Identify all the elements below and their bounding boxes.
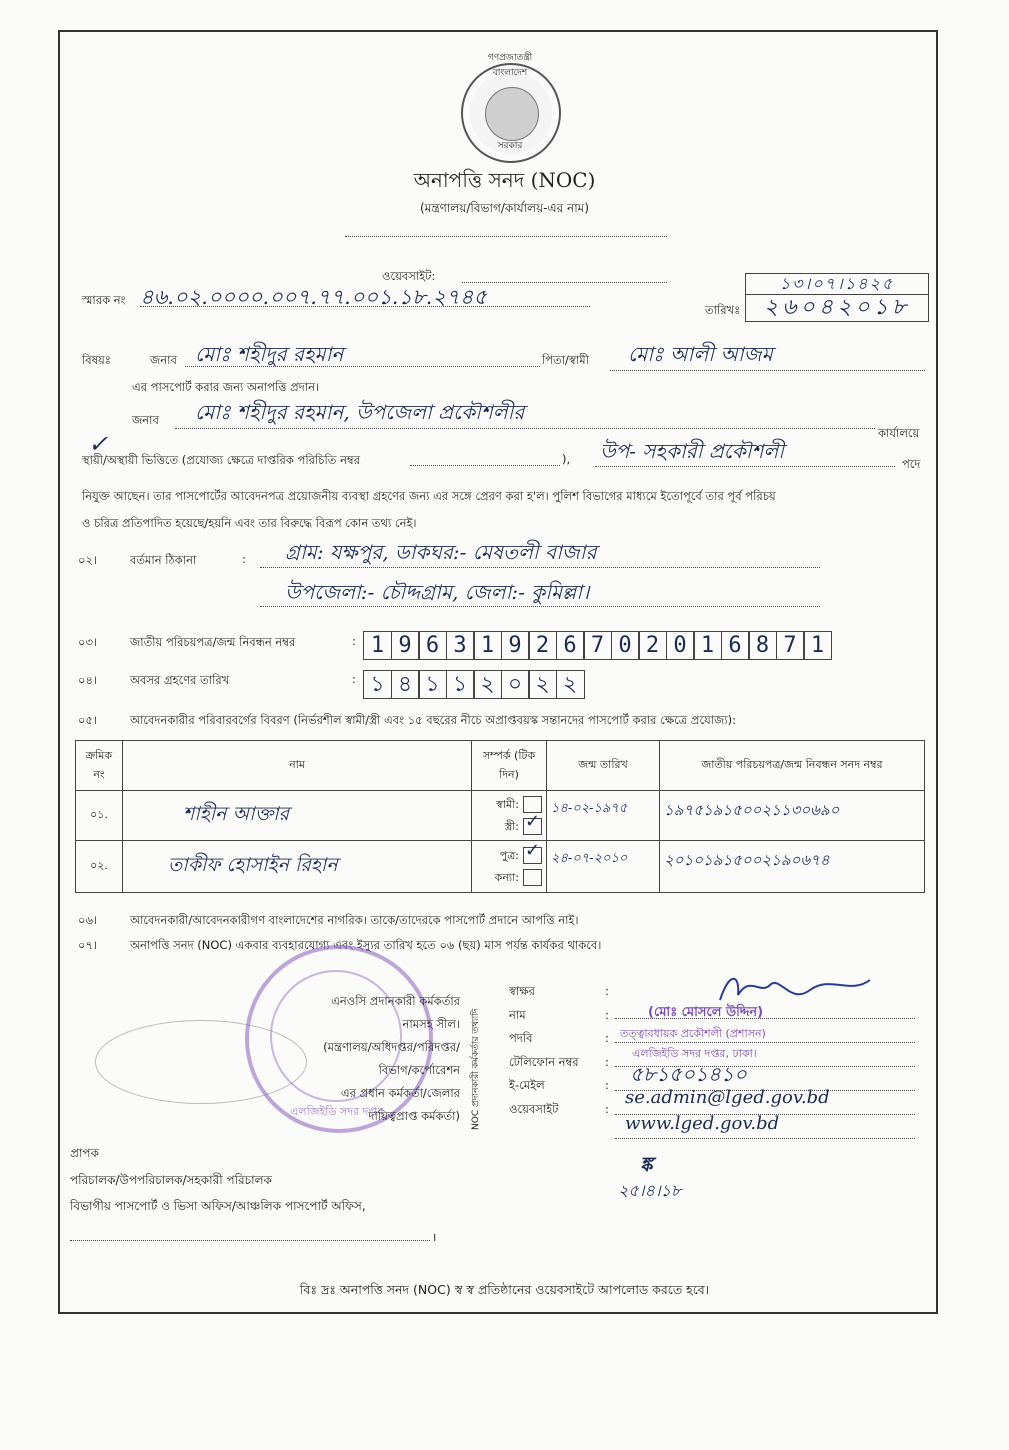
email-address: se.admin@lged.gov.bd [625,1087,830,1108]
relation-checkbox[interactable] [523,869,542,886]
left-line: এর প্রধান কর্মকর্তা/জেলার [340,1086,460,1100]
digit-box: 1 [473,631,502,660]
retire-digit-boxes [363,670,583,699]
left-line: বিভাগ/কর্পোরেশন [378,1063,460,1077]
validity-statement: অনাপত্তি সনদ (NOC) একবার ব্যবহারযোগ্য এবং ইস্যুর তারিখ হতে ০৬ (ছয়) মাস পর্যন্ত কার্যকর থাকবে। [130,938,602,952]
left-line: নামসহ সীল। [402,1017,460,1031]
digit-box: 0 [611,631,640,660]
family-table [75,740,925,893]
field-label: স্বাক্ষর [509,984,535,998]
item-number: ০৩। [78,635,98,649]
nid-digit-boxes [363,631,831,660]
field-label: পদবি [509,1031,533,1045]
footer-note: বিঃ দ্রঃ অনাপত্তি সনদ (NOC) স্ব স্ব প্রতিষ্ঠানের ওয়েবসাইটে আপলোড করতে হবে। [299,1282,710,1297]
row-name: তাকীফ হোসাইন রিহান [123,841,472,893]
ministry-line [345,236,667,237]
post-suffix: পদে [902,457,921,471]
initial-mark: ঙ্ক [640,1152,653,1176]
memo-line [140,306,590,307]
bangla-date: ১৩।০৭।১৪২৫ [745,273,929,295]
digit-box: ২ [473,670,502,699]
father-line [610,370,925,371]
field-label: ওয়েবসাইট [509,1101,559,1116]
address-line-1: গ্রাম: যক্ষপুর, ডাকঘর:- মেষতলী বাজার [285,540,597,564]
post-name: উপ- সহকারী প্রকৌশলী [600,439,784,463]
digit-box: 7 [583,631,612,660]
digit-box: 6 [418,631,447,660]
id-line [410,465,560,466]
recipient-line-3: । [432,1230,437,1244]
row-dob: ২৪-০৭-২০১০ [547,841,660,893]
father-name: মোঃ আলী আজম [628,342,773,366]
relation-checkbox[interactable] [523,811,542,835]
family-label: আবেদনকারীর পরিবারবর্গের বিবরণ (নির্ভরশীল স্বামী/স্ত্রী এবং ১৫ বছরের নীচে অপ্রাপ্তবয়স্ক সন্তানদের পাসপোর্ট করার ক্ষেত্রে প্রযোজ্য): [130,713,737,727]
check-mark-icon: ✓ [88,430,109,458]
relation-label: পুত্র: [499,848,519,862]
digit-box: ০ [501,670,530,699]
tick-icon: ✓ [525,811,541,832]
stamp-post: তত্ত্বাবধায়ক প্রকৌশলী (প্রশাসন) [620,1027,766,1040]
digit-box: 0 [666,631,695,660]
paragraph-1: নিযুক্ত আছেন। তার পাসপোর্টের আবেদনপত্র প্রয়োজনীয় ব্যবস্থা গ্রহণের জন্য এর সঙ্গে প্রেরণ করা হ'ল। পুলিশ বিভাগের মাধ্যমে ইতোপূর্বে তার পূর্ব পরিচয় [82,489,776,503]
digit-box: ১ [446,670,475,699]
row-relation [472,841,547,893]
row-dob: ১৪-০২-১৯৭৫ [547,791,660,841]
field-label: নাম [509,1007,526,1022]
row-relation [472,791,547,841]
digit-box: 2 [638,631,667,660]
seal-top-text: গণপ্রজাতন্ত্রী বাংলাদেশ [487,53,533,78]
addr-dot1 [260,567,820,568]
signatory-left-block [300,990,460,1128]
row-serial: ০২. [76,841,123,893]
header-name: নাম [123,741,472,791]
memo-number: ৪৬.০২.০০০০.০০৭.৭৭.০০১.১৮.২৭৪৫ [140,285,487,309]
line2-mid: ), [562,452,571,466]
digit-box: 3 [446,631,475,660]
basis-line: স্থায়ী/অস্থায়ী ভিত্তিতে (প্রযোজ্য ক্ষেত্রে দাপ্তরিক পরিচিতি নম্বর [82,453,361,467]
digit-box: 1 [363,631,392,660]
colon: : [352,672,356,686]
document-title: অনাপত্তি সনদ (NOC) [413,168,596,192]
row-nid: ২০১০১৯১৫০০২১৯০৬৭৪ [660,841,925,893]
memo-label: স্মারক নং [82,293,126,307]
row-serial: ০১. [76,791,123,841]
digit-box: 6 [721,631,750,660]
row-name: শাহীন আক্তার [123,791,472,841]
header-nid: জাতীয় পরিচয়পত্র/জন্ম নিবন্ধন সনদ নম্বর [660,741,925,791]
item-number: ০৭। [78,938,98,952]
english-date: ২৬০৪২০১৮ [745,294,929,322]
row-nid: ১৯৭৫১৯১৫০০২১১৩০৬৯০ [660,791,925,841]
digit-box: ২ [556,670,585,699]
item-number: ০৫। [78,713,98,727]
office-suffix: কার্যালয়ে [878,426,920,440]
citizen-statement: আবেদনকারী/আবেদনকারীগণ বাংলাদেশের নাগরিক। তাকে/তাদেরকে পাসপোর্ট প্রদানে আপত্তি নাই। [130,913,579,927]
janab-label: জনাব [150,353,177,367]
digit-box: 7 [776,631,805,660]
relation-label: স্বামী: [496,797,519,811]
website-address: www.lged.gov.bd [625,1113,780,1134]
document-subtitle: (মন্ত্রণালয়/বিভাগ/কার্যালয়-এর নাম) [419,201,590,215]
digit-box: ২ [528,670,557,699]
header-relation: সম্পর্ক (টিক দিন) [472,741,547,791]
digit-box: ১ [363,670,392,699]
seal-bottom-text: সরকার [497,141,523,151]
relation-label: স্ত্রী: [504,819,519,833]
digit-box: 9 [501,631,530,660]
field-label: টেলিফোন নম্বর [509,1054,579,1069]
digit-box: ১ [418,670,447,699]
header-dob: জন্ম তারিখ [547,741,660,791]
digit-box: 1 [693,631,722,660]
digit-box: 2 [528,631,557,660]
digit-box: 1 [803,631,832,660]
left-line: এনওসি প্রদানকারী কর্মকর্তার [331,994,460,1008]
digit-box: ৪ [391,670,420,699]
signatory-colons: : : : : : : [605,984,609,1116]
address-line-2: উপজেলা:- চৌদ্দগ্রাম, জেলা:- কুমিল্লা। [285,580,590,604]
recipient-line-1: পরিচালক/উপপরিচালক/সহকারী পরিচালক [70,1173,272,1187]
field-label: ই-মেইল [509,1078,545,1092]
left-line: (মন্ত্রণালয়/অধিদপ্তর/পরিদপ্তর/ [323,1040,460,1054]
item-number: ০২। [78,553,98,567]
name-line [185,366,540,367]
recipient-address-line [70,1240,430,1241]
address-label: বর্তমান ঠিকানা [130,553,197,567]
paragraph-2: ও চরিত্র প্রতিপাদিত হয়েছে/হয়নি এবং তার বিরুদ্ধে বিরূপ কোন তথ্য নেই। [82,516,417,530]
nid-label: জাতীয় পরিচয়পত্র/জন্ম নিবন্ধন নম্বর [130,635,296,649]
round-stamp-text: এলজিইডি সদর দপ্তর [290,1105,384,1118]
recipient-line-2: বিভাগীয় পাসপোর্ট ও ভিসা অফিস/আঞ্চলিক পাসপোর্ট অফিস, [70,1199,366,1213]
relation-checkbox[interactable] [523,840,542,864]
officer-dotline [175,428,875,429]
subject-purpose: এর পাসপোর্ট করার জন্য অনাপত্তি প্রদান। [132,380,320,394]
date-label: তারিখঃ [705,303,741,317]
phone-number: ৫৮১৫০১৪১০ [630,1062,747,1086]
tick-icon: ✓ [525,840,541,861]
website-line [462,282,667,283]
retire-label: অবসর গ্রহণের তারিখ [130,673,230,687]
recipient-label: প্রাপক [70,1146,99,1160]
website-label: ওয়েবসাইট: [382,269,436,283]
item-number: ০৪। [78,673,98,687]
left-line: দায়িত্বপ্রাপ্ত কর্মকর্তা) [368,1109,460,1123]
post-line [595,466,895,467]
addr-dot2 [260,606,820,607]
applicant-name: মোঃ শহীদুর রহমান [195,342,344,366]
initial-date: ২৫।৪।১৮ [618,1181,682,1200]
noc-vertical-label: NOC প্রদানকারী কর্মকর্তার তথ্যাদি [471,1008,481,1130]
father-label: পিতা/স্বামী [542,353,589,367]
digit-box: 9 [391,631,420,660]
officer-line: মোঃ শহীদুর রহমান, উপজেলা প্রকৌশলীর [195,400,525,424]
table-row [76,791,925,841]
stamp-name: (মোঃ মোসলে উদ্দিন) [648,1005,764,1020]
colon: : [352,634,356,648]
subject-label: বিষয়ঃ [82,353,111,367]
table-header-row [76,741,925,791]
item-number: ০৬। [78,913,98,927]
digit-box: 8 [748,631,777,660]
header-serial: ক্রমিক নং [76,741,123,791]
stamp-office: এলজিইডি সদর দপ্তর, ঢাকা। [632,1047,757,1060]
relation-label: কন্যা: [494,870,519,884]
colon: : [242,552,246,566]
table-row [76,841,925,893]
janab2-label: জনাব [132,413,159,427]
signatory-fields [509,980,579,1121]
digit-box: 6 [556,631,585,660]
